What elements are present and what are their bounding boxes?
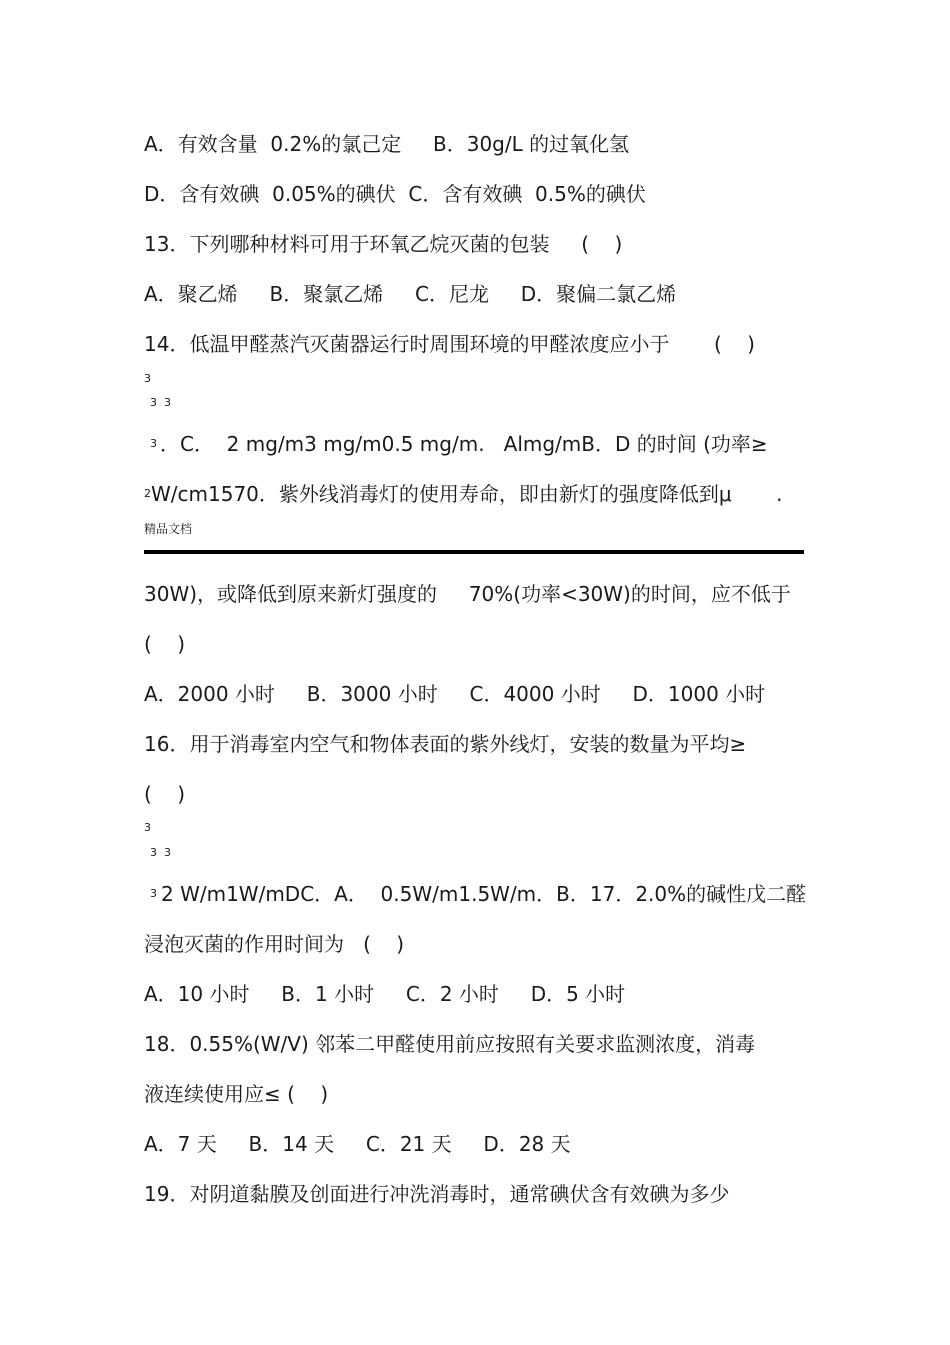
superscript-mark: 2 [144, 487, 151, 500]
question-16: 16．用于消毒室内空气和物体表面的紫外线灯，安装的数量为平均≥ [144, 732, 747, 756]
question-14: 14．低温甲醛蒸汽灭菌器运行时周围环境的甲醛浓度应小于 ( ) [144, 332, 755, 356]
answer-blank: ( ) [144, 632, 186, 656]
question-13: 13．下列哪种材料可用于环氧乙烷灭菌的包装 ( ) [144, 232, 623, 256]
answer-blank: ( ) [144, 782, 186, 806]
option-line: A．2000 小时 B．3000 小时 C．4000 小时 D．1000 小时 [144, 682, 766, 706]
superscript-mark: 3 [144, 821, 151, 834]
text-line: W/cm1570．紫外线消毒灯的使用寿命，即由新灯的强度降低到μ . [151, 482, 783, 506]
superscript-mark: 3 [150, 437, 157, 450]
superscript-mark: 3 3 [150, 396, 171, 409]
page-footer-label: 精品文档 [144, 522, 193, 536]
text-line: 液连续使用应≤ ( ) [144, 1082, 329, 1106]
question-19: 19．对阴道黏膜及创面进行冲洗消毒时，通常碘伏含有效碘为多少 [144, 1182, 730, 1206]
option-line: D．含有效碘 0.05%的碘伏 C．含有效碘 0.5%的碘伏 [144, 182, 646, 206]
superscript-mark: 3 3 [150, 846, 171, 859]
option-line: A．7 天 B．14 天 C．21 天 D．28 天 [144, 1132, 571, 1156]
option-line: A．10 小时 B．1 小时 C．2 小时 D．5 小时 [144, 982, 626, 1006]
option-line: A．有效含量 0.2%的氯己定 B．30g/L 的过氧化氢 [144, 132, 630, 156]
text-line: ．C． 2 mg/m3 mg/m0.5 mg/m. Almg/mB．D 的时间 (功率≥ [160, 432, 768, 456]
text-line: 30W)，或降低到原来新灯强度的 70%(功率<30W)的时间，应不低于 [144, 582, 791, 606]
text-line: 浸泡灭菌的作用时间为 ( ) [144, 932, 405, 956]
page-divider [144, 550, 804, 554]
question-18: 18．0.55%(W/V) 邻苯二甲醛使用前应按照有关要求监测浓度，消毒 [144, 1032, 756, 1056]
option-line: A．聚乙烯 B．聚氯乙烯 C．尼龙 D．聚偏二氯乙烯 [144, 282, 677, 306]
superscript-mark: 3 [144, 372, 151, 385]
question-17: 2 W/m1W/mDC．A． 0.5W/m1.5W/m．B．17．2.0%的碱性戊二醛 [161, 882, 807, 906]
superscript-mark: 3 [150, 887, 157, 900]
